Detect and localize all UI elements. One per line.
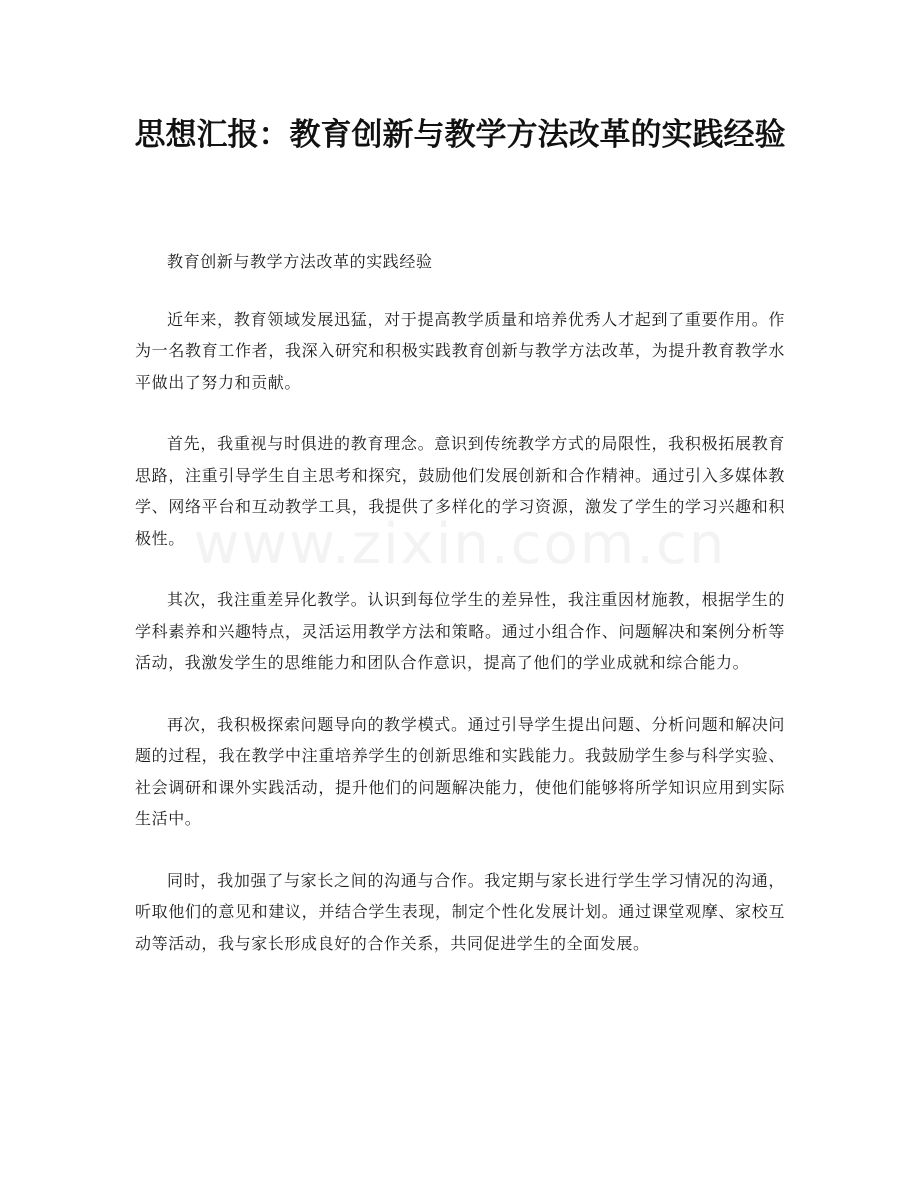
paragraph: 再次，我积极探索问题导向的教学模式。通过引导学生提出问题、分析问题和解决问题的过程，我在教学中注重培养学生的创新思维和实践能力。我鼓励学生参与科学实验、社会调研和课外实践活动，提升他们的问题解决能力，使他们能够将所学知识应用到实际生活中。 [135,714,785,828]
paragraph: 近年来，教育领域发展迅猛，对于提高教学质量和培养优秀人才起到了重要作用。作为一名教育工作者，我深入研究和积极实践教育创新与教学方法改革，为提升教育教学水平做出了努力和贡献。 [135,309,785,392]
document-body [135,246,785,989]
paragraph: 同时，我加强了与家长之间的沟通与合作。我定期与家长进行学生学习情况的沟通，听取他们的意见和建议，并结合学生表现，制定个性化发展计划。通过课堂观摩、家校互动等活动，我与家长形成良好的合作关系，共同促进学生的全面发展。 [135,870,785,953]
paragraph: 首先，我重视与时俱进的教育理念。意识到传统教学方式的局限性，我积极拓展教育思路，注重引导学生自主思考和探究，鼓励他们发展创新和合作精神。通过引入多媒体教学、网络平台和互动教学工具，我提供了多样化的学习资源，激发了学生的学习兴趣和积极性。 [135,434,785,548]
watermark: www.zixin.com.cn [193,512,727,577]
document-title: 思想汇报：教育创新与教学方法改革的实践经验 [134,117,786,153]
document-subtitle: 教育创新与教学方法改革的实践经验 [167,252,433,271]
paragraph: 其次，我注重差异化教学。认识到每位学生的差异性，我注重因材施教，根据学生的学科素养和兴趣特点，灵活运用教学方法和策略。通过小组合作、问题解决和案例分析等活动，我激发学生的思维能力和团队合作意识，提高了他们的学业成就和综合能力。 [135,590,785,672]
